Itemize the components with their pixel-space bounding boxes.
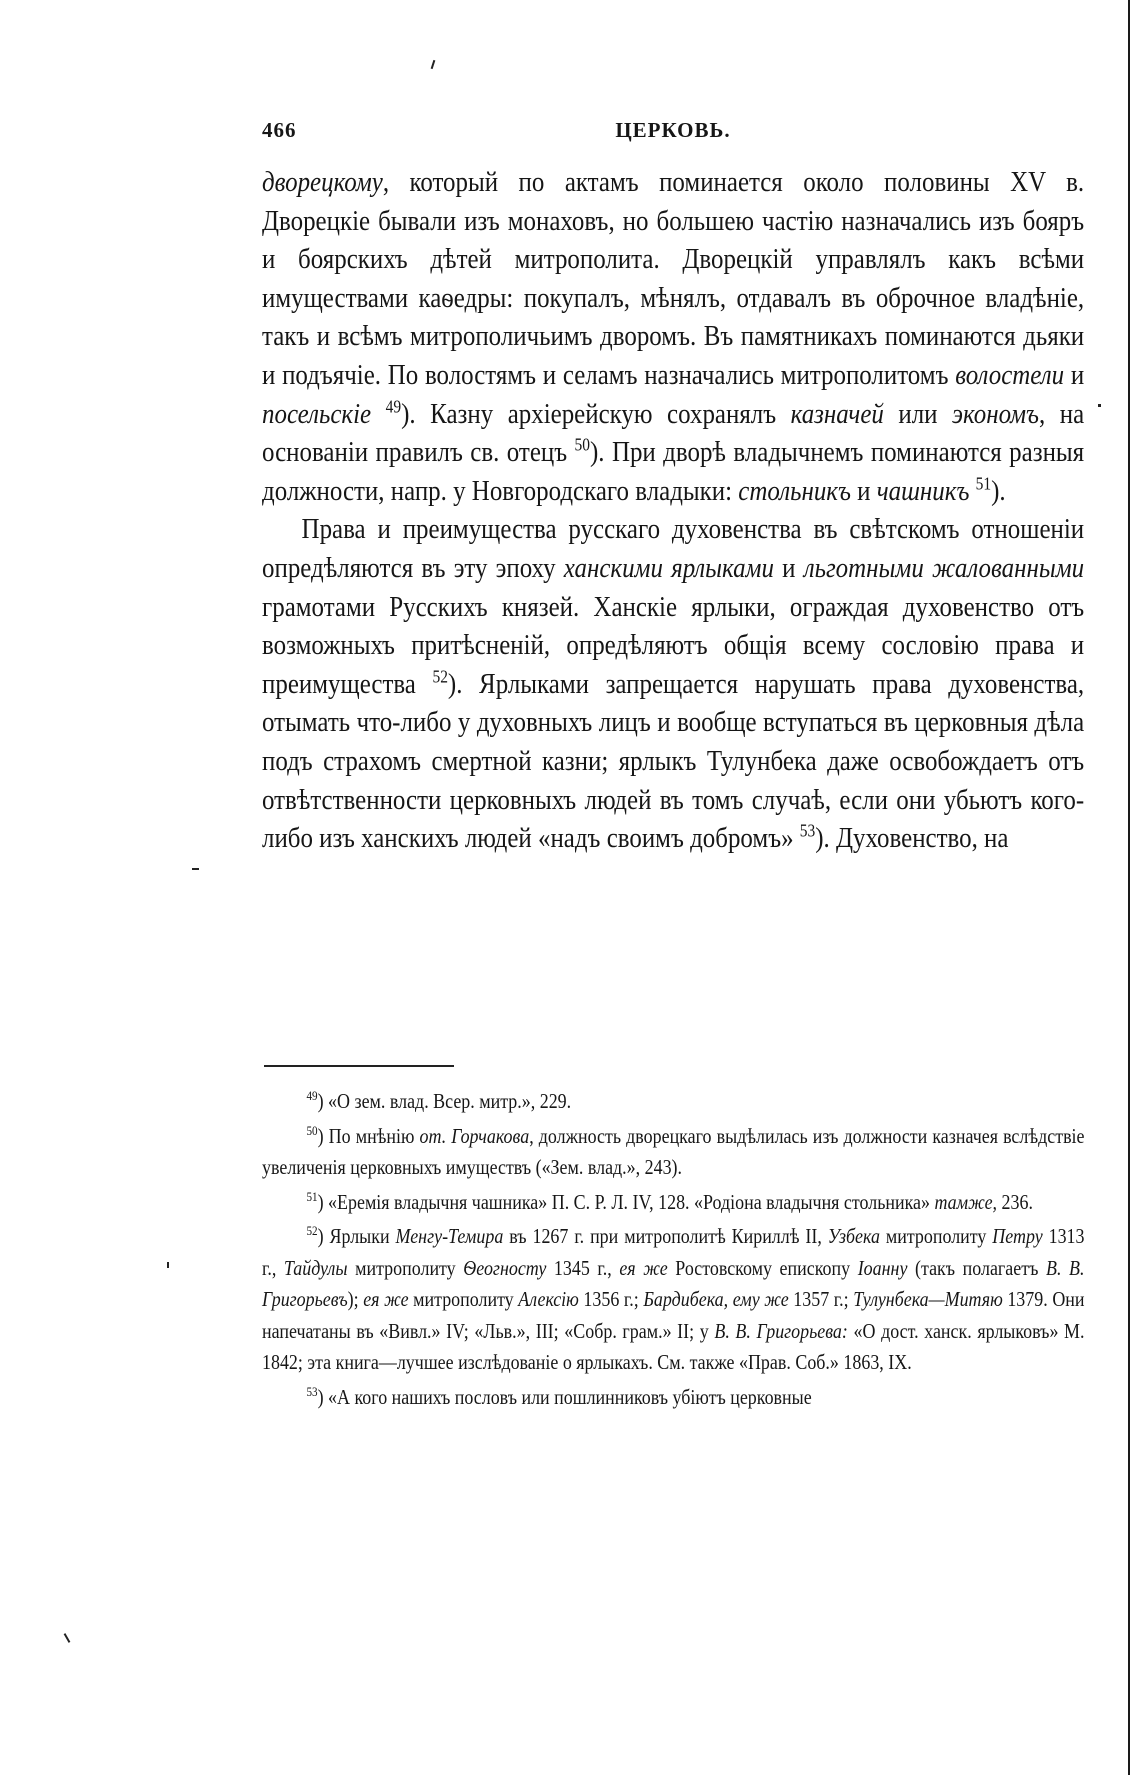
text-run: и xyxy=(773,551,804,584)
footnote-53 xyxy=(262,1382,1085,1414)
footnote-text: митрополиту xyxy=(347,1255,464,1280)
footnote-text: (такъ полагаетъ xyxy=(907,1255,1046,1280)
text-run: грамотами Русскихъ князей. Ханскіе ярлыки, ограждая духовенство отъ возможныхъ притѣсненій, опредѣляютъ общія всему сословію права и преимущества xyxy=(262,590,1085,700)
page-header xyxy=(262,118,1084,152)
italic-name: от. Горчакова xyxy=(419,1123,530,1148)
footnote-text: ) По мнѣнію xyxy=(317,1123,420,1148)
italic-name: Тайдулы xyxy=(283,1255,348,1280)
footnote-text: въ 1267 г. при митрополитѣ Кириллѣ II, xyxy=(503,1224,828,1248)
footnote-text: 1356 г.; xyxy=(578,1287,644,1311)
scan-speck xyxy=(167,1262,169,1268)
paragraph-2 xyxy=(262,510,1084,857)
scan-speck xyxy=(431,60,436,69)
italic-term: чашникъ xyxy=(876,474,970,507)
footnotes xyxy=(262,1086,1085,1416)
italic-term: льготными жалованными xyxy=(803,551,1085,584)
scan-speck xyxy=(192,868,199,870)
footnote-text: , должность дворецкаго выдѣлилась изъ должности казначея вслѣдствіе увеличенія церковныхъ имуществъ («Зем. влад.», 243). xyxy=(262,1123,1085,1179)
italic-name: ея же xyxy=(363,1287,409,1311)
italic-name: Ѳеогносту xyxy=(463,1255,547,1280)
italic-name: Петру xyxy=(992,1224,1043,1248)
footnote-text: ) «А кого нашихъ пословъ или пошлинниковъ убіютъ церковные xyxy=(317,1384,812,1409)
italic-name: ея же xyxy=(619,1255,668,1280)
footnote-text: ) «О зем. влад. Всер. митр.», 229. xyxy=(317,1089,572,1113)
footnote-text: ) «Еремія владычня чашника» П. С. Р. Л. IV, 128. «Родіона владычня стольника» xyxy=(317,1189,935,1214)
footnote-text: 1313 г., xyxy=(262,1224,1085,1280)
text-run: ). Духовенство, на xyxy=(815,822,1009,855)
text-run: ). xyxy=(991,474,1006,507)
italic-term: стольникъ xyxy=(738,474,851,507)
footnote-ref: 49 xyxy=(385,395,402,416)
text-run: , который по актамъ поминается около половины XV в. Дворецкіе бывали изъ монаховъ, но большею частію назначались изъ бояръ и боярскихъ дѣтей митрополита. Дворецкій управлялъ какъ всѣми имуществами каѳедры: покупалъ, мѣнялъ, отдавалъ въ оброчное владѣніе, такъ и всѣмъ митрополичьимъ дворомъ. Въ памятникахъ поминаются дьяки и подъячіе. По волостямъ и селамъ назначались митрополитомъ xyxy=(262,166,1085,391)
footnote-text: 1379. Они напечатаны въ «Вивл.» IV; «Льв.», III; «Собр. грам.» II; у xyxy=(262,1287,1085,1343)
italic-name: Узбека xyxy=(827,1224,880,1248)
footnote-number: 51 xyxy=(306,1188,318,1204)
footnote-50 xyxy=(262,1121,1085,1184)
scan-edge-line xyxy=(1128,0,1130,1775)
italic-term: посельскіе xyxy=(262,397,372,430)
footnote-text: 1357 г.; xyxy=(788,1287,854,1311)
footnote-rule xyxy=(264,1065,454,1067)
italic-name: Менгу-Темира xyxy=(395,1224,504,1248)
footnote-text: митрополиту xyxy=(879,1224,993,1248)
footnote-ref: 50 xyxy=(574,434,590,455)
paragraph-1 xyxy=(262,163,1084,510)
text-run: или xyxy=(883,397,953,430)
text-run: и xyxy=(1064,358,1085,391)
footnote-text: «О дост. ханск. ярлыковъ» М. 1842; эта книга—лучшее изслѣдованіе о ярлыкахъ. См. также «Прав. Соб.» 1863, IX. xyxy=(262,1318,1085,1374)
text-run: , на основаніи правилъ св. отецъ xyxy=(262,397,1085,469)
body-text xyxy=(262,163,1084,858)
footnote-number: 50 xyxy=(306,1122,318,1138)
italic-name: Алексію xyxy=(518,1287,579,1311)
text-run: ). Ярлыками запрещается нарушать права духовенства, отымать что-либо у духовныхъ лицъ и вообще вступаться въ церковныя дѣла подъ страхомъ смертной казни; ярлыкъ Тулунбека даже освобождаетъ отъ отвѣтственности церковныхъ людей въ томъ случаѣ, если они убьютъ кого-либо изъ ханскихъ людей «надъ своимъ добромъ» xyxy=(262,667,1085,855)
scan-speck xyxy=(1098,404,1101,407)
footnote-text: 236. xyxy=(997,1189,1033,1214)
footnote-text: ); xyxy=(347,1287,364,1311)
italic-term: ханскими ярлыками xyxy=(563,551,774,584)
footnote-text: митрополиту xyxy=(408,1287,519,1311)
footnote-52 xyxy=(262,1221,1085,1379)
footnote-49 xyxy=(262,1086,1085,1118)
scan-speck xyxy=(64,1633,71,1643)
footnote-ref: 51 xyxy=(975,473,992,494)
running-title: ЦЕРКОВЬ. xyxy=(615,118,731,142)
text-run: Права и преимущества русскаго духовенства въ свѣтскомъ отношеніи опредѣляются въ эту эпоху xyxy=(262,513,1085,584)
footnote-number: 53 xyxy=(306,1383,318,1399)
italic-name: Бардибека, ему же xyxy=(643,1287,789,1311)
footnote-ref: 52 xyxy=(432,666,448,687)
footnote-text: Ростовскому епископу xyxy=(667,1255,858,1280)
footnote-text: ) Ярлыки xyxy=(317,1224,396,1248)
italic-name: тамже, xyxy=(934,1189,998,1214)
italic-term: экономъ xyxy=(952,397,1039,430)
italic-name: В. В. Григорьевъ xyxy=(262,1255,1085,1311)
text-run: и xyxy=(850,474,877,507)
text-run: ). При дворѣ владычнемъ поминаются разныя должности, напр. у Новгородскаго владыки: xyxy=(262,436,1085,507)
italic-term: дворецкому xyxy=(262,166,383,198)
italic-name: Іоанну xyxy=(857,1255,908,1280)
italic-term: волостели xyxy=(955,358,1065,391)
italic-term: казначей xyxy=(790,397,884,430)
footnote-text: 1345 г., xyxy=(546,1255,620,1280)
italic-name: Тулунбека—Митяю xyxy=(853,1287,1003,1311)
page-number: 466 xyxy=(262,118,297,142)
footnote-ref: 53 xyxy=(799,820,816,841)
text-run: ). Казну архіерейскую сохранялъ xyxy=(401,397,791,430)
footnote-number: 49 xyxy=(306,1088,318,1103)
footnote-51 xyxy=(262,1187,1085,1219)
footnote-number: 52 xyxy=(306,1223,318,1238)
italic-name: В. В. Григорьева: xyxy=(714,1318,848,1343)
